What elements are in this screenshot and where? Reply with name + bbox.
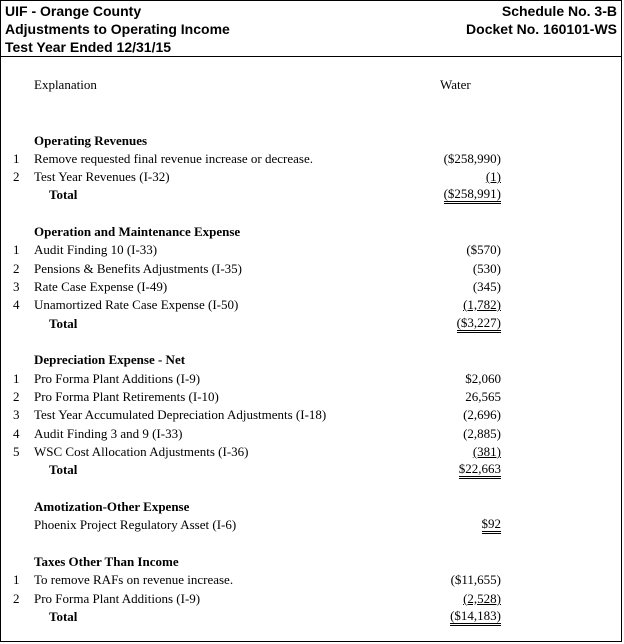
total-label: Total <box>49 609 78 624</box>
total-value: ($258,991) <box>444 187 501 204</box>
row-value: ($570) <box>466 242 501 257</box>
row-value: $92 <box>482 517 502 534</box>
total-value: $22,663 <box>459 462 501 479</box>
row-description: Test Year Revenues (I-32) <box>34 169 170 184</box>
row-description: Test Year Accumulated Depreciation Adjustments (I-18) <box>34 407 327 422</box>
row-description: Audit Finding 10 (I-33) <box>34 242 158 257</box>
row-value: (2,885) <box>463 426 501 441</box>
row-description: WSC Cost Allocation Adjustments (I-36) <box>34 444 249 459</box>
total-value: ($3,227) <box>457 316 501 333</box>
row-value: ($258,990) <box>443 151 501 166</box>
row-number: 1 <box>13 151 20 166</box>
row-number: 4 <box>13 426 20 441</box>
row-number: 5 <box>13 444 20 459</box>
row-description: Unamortized Rate Case Expense (I-50) <box>34 297 239 312</box>
row-description: Phoenix Project Regulatory Asset (I-6) <box>34 517 237 532</box>
section-title-operating-revenues: Operating Revenues <box>34 133 148 148</box>
row-value: (530) <box>472 261 501 276</box>
row-value: (381) <box>472 444 501 459</box>
row-description: Pro Forma Plant Additions (I-9) <box>34 371 201 386</box>
row-value: (1,782) <box>463 297 501 312</box>
header-divider <box>1 56 621 57</box>
row-description: To remove RAFs on revenue increase. <box>34 572 234 587</box>
row-number: 2 <box>13 389 20 404</box>
total-value: ($14,183) <box>450 609 501 626</box>
row-number: 1 <box>13 371 20 386</box>
row-number: 1 <box>13 572 20 587</box>
row-description: Pensions & Benefits Adjustments (I-35) <box>34 261 242 276</box>
test-year-period: Test Year Ended 12/31/15 <box>5 39 172 55</box>
row-number: 4 <box>13 297 20 312</box>
schedule-number: Schedule No. 3-B <box>501 3 617 19</box>
row-value: ($11,655) <box>450 572 501 587</box>
row-value: (2,528) <box>463 591 501 606</box>
row-description: Pro Forma Plant Additions (I-9) <box>34 591 201 606</box>
row-number: 3 <box>13 279 20 294</box>
column-header-explanation: Explanation <box>34 77 97 92</box>
row-value: (2,696) <box>463 407 501 422</box>
row-description: Remove requested final revenue increase or decrease. <box>34 151 313 166</box>
row-number: 2 <box>13 169 20 184</box>
row-value: (1) <box>485 169 501 184</box>
company-name: UIF - Orange County <box>5 3 142 19</box>
section-title-amortization: Amotization-Other Expense <box>34 499 190 514</box>
row-value: $2,060 <box>465 371 501 386</box>
total-label: Total <box>49 187 78 202</box>
section-title-om-expense: Operation and Maintenance Expense <box>34 224 241 239</box>
row-description: Rate Case Expense (I-49) <box>34 279 168 294</box>
row-number: 2 <box>13 261 20 276</box>
column-header-water: Water <box>440 77 471 92</box>
row-value: (345) <box>472 279 501 294</box>
section-title-depreciation: Depreciation Expense - Net <box>34 352 186 367</box>
docket-number: Docket No. 160101-WS <box>466 21 617 37</box>
row-description: Audit Finding 3 and 9 (I-33) <box>34 426 183 441</box>
total-label: Total <box>49 316 78 331</box>
row-number: 2 <box>13 591 20 606</box>
row-value: 26,565 <box>465 389 501 404</box>
row-description: Pro Forma Plant Retirements (I-10) <box>34 389 219 404</box>
document-title: Adjustments to Operating Income <box>5 21 230 37</box>
row-number: 1 <box>13 242 20 257</box>
row-number: 3 <box>13 407 20 422</box>
section-title-taxes: Taxes Other Than Income <box>34 554 179 569</box>
total-label: Total <box>49 462 78 477</box>
